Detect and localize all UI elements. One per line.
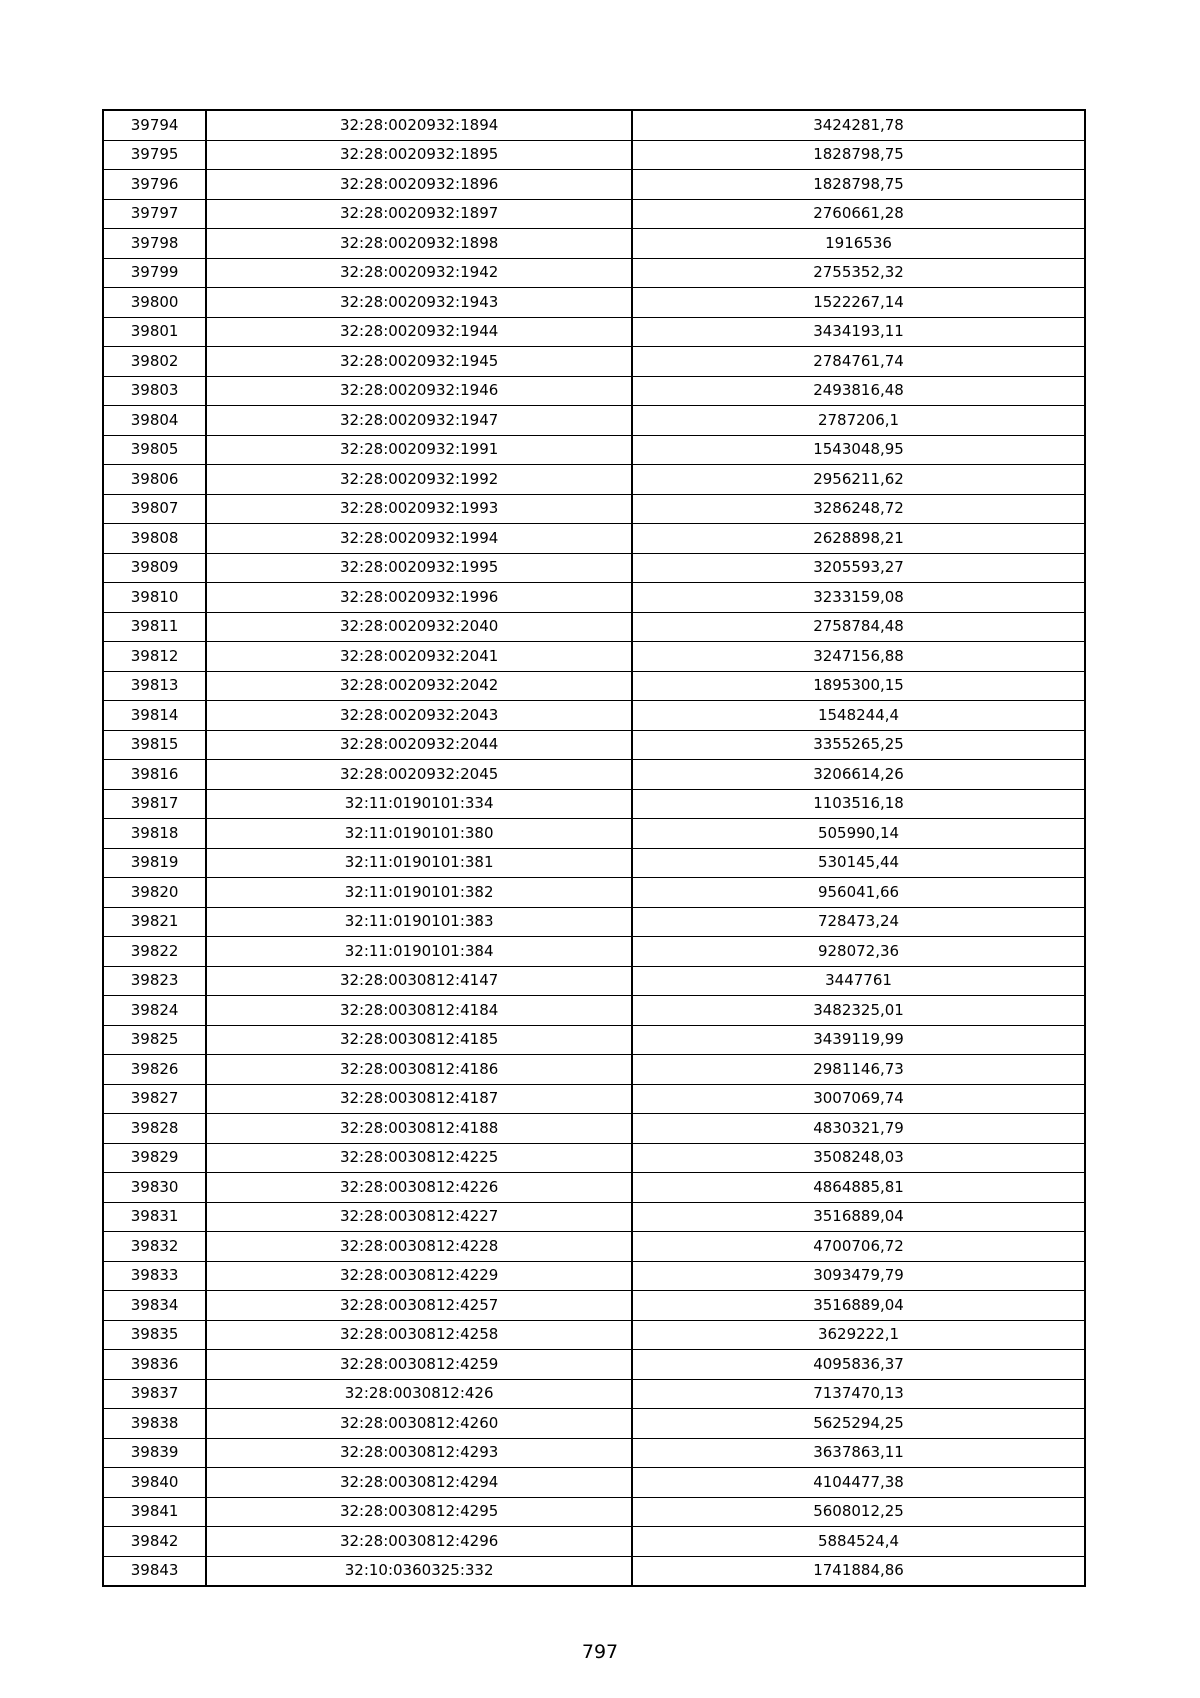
value-cell: 2760661,28 bbox=[632, 199, 1085, 229]
table-row bbox=[103, 1497, 1085, 1527]
cadastral-number-cell: 32:28:0020932:1946 bbox=[206, 376, 632, 406]
value-cell: 3355265,25 bbox=[632, 730, 1085, 760]
cadastral-number-cell: 32:28:0020932:2044 bbox=[206, 730, 632, 760]
row-number-cell: 39800 bbox=[103, 288, 206, 318]
value-cell: 1548244,4 bbox=[632, 701, 1085, 731]
table-row bbox=[103, 1025, 1085, 1055]
table-row bbox=[103, 1202, 1085, 1232]
value-cell: 3424281,78 bbox=[632, 110, 1085, 140]
value-cell: 2628898,21 bbox=[632, 524, 1085, 554]
table-row bbox=[103, 288, 1085, 318]
row-number-cell: 39794 bbox=[103, 110, 206, 140]
value-cell: 4095836,37 bbox=[632, 1350, 1085, 1380]
row-number-cell: 39822 bbox=[103, 937, 206, 967]
row-number-cell: 39806 bbox=[103, 465, 206, 495]
row-number-cell: 39819 bbox=[103, 848, 206, 878]
row-number-cell: 39805 bbox=[103, 435, 206, 465]
cadastral-number-cell: 32:28:0030812:4186 bbox=[206, 1055, 632, 1085]
row-number-cell: 39825 bbox=[103, 1025, 206, 1055]
row-number-cell: 39837 bbox=[103, 1379, 206, 1409]
cadastral-number-cell: 32:11:0190101:384 bbox=[206, 937, 632, 967]
value-cell: 728473,24 bbox=[632, 907, 1085, 937]
value-cell: 3516889,04 bbox=[632, 1202, 1085, 1232]
table-row bbox=[103, 583, 1085, 613]
row-number-cell: 39814 bbox=[103, 701, 206, 731]
page-number: 797 bbox=[581, 1641, 619, 1663]
value-cell: 3093479,79 bbox=[632, 1261, 1085, 1291]
value-cell: 3629222,1 bbox=[632, 1320, 1085, 1350]
value-cell: 4104477,38 bbox=[632, 1468, 1085, 1498]
table-row bbox=[103, 110, 1085, 140]
row-number-cell: 39829 bbox=[103, 1143, 206, 1173]
value-cell: 1828798,75 bbox=[632, 170, 1085, 200]
cadastral-number-cell: 32:28:0030812:4147 bbox=[206, 966, 632, 996]
value-cell: 3007069,74 bbox=[632, 1084, 1085, 1114]
row-number-cell: 39802 bbox=[103, 347, 206, 377]
table-row bbox=[103, 406, 1085, 436]
table-body bbox=[103, 110, 1085, 1586]
cadastral-number-cell: 32:28:0030812:4227 bbox=[206, 1202, 632, 1232]
value-cell: 3206614,26 bbox=[632, 760, 1085, 790]
cadastral-number-cell: 32:28:0020932:1994 bbox=[206, 524, 632, 554]
table-row bbox=[103, 730, 1085, 760]
row-number-cell: 39842 bbox=[103, 1527, 206, 1557]
cadastral-number-cell: 32:28:0030812:4187 bbox=[206, 1084, 632, 1114]
table-row bbox=[103, 1143, 1085, 1173]
row-number-cell: 39833 bbox=[103, 1261, 206, 1291]
cadastral-number-cell: 32:28:0020932:1943 bbox=[206, 288, 632, 318]
row-number-cell: 39832 bbox=[103, 1232, 206, 1262]
table-row bbox=[103, 376, 1085, 406]
table-row bbox=[103, 170, 1085, 200]
table-row bbox=[103, 1173, 1085, 1203]
row-number-cell: 39798 bbox=[103, 229, 206, 259]
cadastral-number-cell: 32:28:0030812:4259 bbox=[206, 1350, 632, 1380]
cadastral-number-cell: 32:10:0360325:332 bbox=[206, 1556, 632, 1586]
cadastral-number-cell: 32:28:0020932:1898 bbox=[206, 229, 632, 259]
value-cell: 2787206,1 bbox=[632, 406, 1085, 436]
table-row bbox=[103, 612, 1085, 642]
cadastral-number-cell: 32:11:0190101:381 bbox=[206, 848, 632, 878]
cadastral-number-cell: 32:28:0030812:4294 bbox=[206, 1468, 632, 1498]
value-cell: 3447761 bbox=[632, 966, 1085, 996]
table-row bbox=[103, 1527, 1085, 1557]
cadastral-number-cell: 32:28:0020932:1991 bbox=[206, 435, 632, 465]
value-cell: 1522267,14 bbox=[632, 288, 1085, 318]
table-row bbox=[103, 317, 1085, 347]
table-row bbox=[103, 465, 1085, 495]
table-row bbox=[103, 1320, 1085, 1350]
cadastral-number-cell: 32:28:0030812:4228 bbox=[206, 1232, 632, 1262]
table-row bbox=[103, 1350, 1085, 1380]
row-number-cell: 39803 bbox=[103, 376, 206, 406]
value-cell: 3482325,01 bbox=[632, 996, 1085, 1026]
cadastral-number-cell: 32:28:0030812:426 bbox=[206, 1379, 632, 1409]
value-cell: 3205593,27 bbox=[632, 553, 1085, 583]
value-cell: 1895300,15 bbox=[632, 671, 1085, 701]
cadastral-number-cell: 32:28:0030812:4260 bbox=[206, 1409, 632, 1439]
value-cell: 5625294,25 bbox=[632, 1409, 1085, 1439]
table-row bbox=[103, 671, 1085, 701]
cadastral-number-cell: 32:28:0030812:4226 bbox=[206, 1173, 632, 1203]
cadastral-number-cell: 32:28:0020932:1895 bbox=[206, 140, 632, 170]
value-cell: 3637863,11 bbox=[632, 1438, 1085, 1468]
table-row bbox=[103, 760, 1085, 790]
cadastral-number-cell: 32:28:0030812:4296 bbox=[206, 1527, 632, 1557]
cadastral-number-cell: 32:28:0020932:1947 bbox=[206, 406, 632, 436]
table-row bbox=[103, 701, 1085, 731]
row-number-cell: 39818 bbox=[103, 819, 206, 849]
cadastral-number-cell: 32:28:0030812:4257 bbox=[206, 1291, 632, 1321]
row-number-cell: 39836 bbox=[103, 1350, 206, 1380]
table-row bbox=[103, 1468, 1085, 1498]
value-cell: 3508248,03 bbox=[632, 1143, 1085, 1173]
row-number-cell: 39796 bbox=[103, 170, 206, 200]
value-cell: 2784761,74 bbox=[632, 347, 1085, 377]
row-number-cell: 39830 bbox=[103, 1173, 206, 1203]
cadastral-number-cell: 32:28:0030812:4188 bbox=[206, 1114, 632, 1144]
row-number-cell: 39838 bbox=[103, 1409, 206, 1439]
cadastral-number-cell: 32:28:0020932:2045 bbox=[206, 760, 632, 790]
table-row bbox=[103, 140, 1085, 170]
value-cell: 3434193,11 bbox=[632, 317, 1085, 347]
table-row bbox=[103, 848, 1085, 878]
value-cell: 3286248,72 bbox=[632, 494, 1085, 524]
data-table bbox=[102, 109, 1086, 1587]
value-cell: 1103516,18 bbox=[632, 789, 1085, 819]
table-row bbox=[103, 819, 1085, 849]
table-row bbox=[103, 1114, 1085, 1144]
cadastral-number-cell: 32:28:0030812:4225 bbox=[206, 1143, 632, 1173]
row-number-cell: 39820 bbox=[103, 878, 206, 908]
cadastral-number-cell: 32:28:0020932:1944 bbox=[206, 317, 632, 347]
row-number-cell: 39801 bbox=[103, 317, 206, 347]
row-number-cell: 39797 bbox=[103, 199, 206, 229]
row-number-cell: 39821 bbox=[103, 907, 206, 937]
cadastral-number-cell: 32:28:0020932:1896 bbox=[206, 170, 632, 200]
table-row bbox=[103, 494, 1085, 524]
table-row bbox=[103, 907, 1085, 937]
row-number-cell: 39810 bbox=[103, 583, 206, 613]
value-cell: 2758784,48 bbox=[632, 612, 1085, 642]
cadastral-number-cell: 32:11:0190101:383 bbox=[206, 907, 632, 937]
table-row bbox=[103, 229, 1085, 259]
value-cell: 4700706,72 bbox=[632, 1232, 1085, 1262]
value-cell: 2956211,62 bbox=[632, 465, 1085, 495]
cadastral-number-cell: 32:28:0020932:1897 bbox=[206, 199, 632, 229]
table-row bbox=[103, 1438, 1085, 1468]
value-cell: 3439119,99 bbox=[632, 1025, 1085, 1055]
cadastral-number-cell: 32:28:0020932:1894 bbox=[206, 110, 632, 140]
table-row bbox=[103, 996, 1085, 1026]
table-row bbox=[103, 553, 1085, 583]
row-number-cell: 39826 bbox=[103, 1055, 206, 1085]
cadastral-number-cell: 32:28:0020932:2040 bbox=[206, 612, 632, 642]
row-number-cell: 39843 bbox=[103, 1556, 206, 1586]
cadastral-number-cell: 32:28:0020932:2043 bbox=[206, 701, 632, 731]
row-number-cell: 39835 bbox=[103, 1320, 206, 1350]
cadastral-number-cell: 32:28:0020932:1993 bbox=[206, 494, 632, 524]
cadastral-number-cell: 32:28:0020932:1996 bbox=[206, 583, 632, 613]
row-number-cell: 39811 bbox=[103, 612, 206, 642]
row-number-cell: 39841 bbox=[103, 1497, 206, 1527]
value-cell: 3247156,88 bbox=[632, 642, 1085, 672]
value-cell: 956041,66 bbox=[632, 878, 1085, 908]
table-row bbox=[103, 1409, 1085, 1439]
value-cell: 3233159,08 bbox=[632, 583, 1085, 613]
cadastral-number-cell: 32:28:0030812:4185 bbox=[206, 1025, 632, 1055]
row-number-cell: 39808 bbox=[103, 524, 206, 554]
table-row bbox=[103, 1291, 1085, 1321]
row-number-cell: 39812 bbox=[103, 642, 206, 672]
row-number-cell: 39807 bbox=[103, 494, 206, 524]
row-number-cell: 39824 bbox=[103, 996, 206, 1026]
cadastral-number-cell: 32:28:0020932:1995 bbox=[206, 553, 632, 583]
value-cell: 1741884,86 bbox=[632, 1556, 1085, 1586]
value-cell: 4830321,79 bbox=[632, 1114, 1085, 1144]
table-row bbox=[103, 524, 1085, 554]
table-row bbox=[103, 878, 1085, 908]
table-row bbox=[103, 1232, 1085, 1262]
table-row bbox=[103, 347, 1085, 377]
table-row bbox=[103, 642, 1085, 672]
value-cell: 2981146,73 bbox=[632, 1055, 1085, 1085]
cadastral-number-cell: 32:28:0020932:2041 bbox=[206, 642, 632, 672]
value-cell: 1828798,75 bbox=[632, 140, 1085, 170]
row-number-cell: 39816 bbox=[103, 760, 206, 790]
row-number-cell: 39804 bbox=[103, 406, 206, 436]
row-number-cell: 39839 bbox=[103, 1438, 206, 1468]
row-number-cell: 39799 bbox=[103, 258, 206, 288]
value-cell: 7137470,13 bbox=[632, 1379, 1085, 1409]
row-number-cell: 39817 bbox=[103, 789, 206, 819]
table-row bbox=[103, 1556, 1085, 1586]
cadastral-number-cell: 32:28:0030812:4258 bbox=[206, 1320, 632, 1350]
table-row bbox=[103, 1055, 1085, 1085]
row-number-cell: 39813 bbox=[103, 671, 206, 701]
row-number-cell: 39831 bbox=[103, 1202, 206, 1232]
cadastral-number-cell: 32:28:0030812:4293 bbox=[206, 1438, 632, 1468]
value-cell: 928072,36 bbox=[632, 937, 1085, 967]
row-number-cell: 39795 bbox=[103, 140, 206, 170]
row-number-cell: 39828 bbox=[103, 1114, 206, 1144]
cadastral-number-cell: 32:28:0030812:4184 bbox=[206, 996, 632, 1026]
table-row bbox=[103, 937, 1085, 967]
row-number-cell: 39840 bbox=[103, 1468, 206, 1498]
cadastral-number-cell: 32:11:0190101:334 bbox=[206, 789, 632, 819]
table-row bbox=[103, 789, 1085, 819]
row-number-cell: 39823 bbox=[103, 966, 206, 996]
cadastral-number-cell: 32:11:0190101:382 bbox=[206, 878, 632, 908]
cadastral-number-cell: 32:28:0020932:2042 bbox=[206, 671, 632, 701]
table-row bbox=[103, 1379, 1085, 1409]
table-row bbox=[103, 1084, 1085, 1114]
value-cell: 5608012,25 bbox=[632, 1497, 1085, 1527]
value-cell: 505990,14 bbox=[632, 819, 1085, 849]
table-row bbox=[103, 258, 1085, 288]
table-row bbox=[103, 1261, 1085, 1291]
value-cell: 1916536 bbox=[632, 229, 1085, 259]
row-number-cell: 39809 bbox=[103, 553, 206, 583]
cadastral-number-cell: 32:11:0190101:380 bbox=[206, 819, 632, 849]
value-cell: 1543048,95 bbox=[632, 435, 1085, 465]
cadastral-number-cell: 32:28:0030812:4295 bbox=[206, 1497, 632, 1527]
value-cell: 4864885,81 bbox=[632, 1173, 1085, 1203]
row-number-cell: 39815 bbox=[103, 730, 206, 760]
value-cell: 3516889,04 bbox=[632, 1291, 1085, 1321]
value-cell: 5884524,4 bbox=[632, 1527, 1085, 1557]
cadastral-number-cell: 32:28:0020932:1945 bbox=[206, 347, 632, 377]
value-cell: 530145,44 bbox=[632, 848, 1085, 878]
cadastral-number-cell: 32:28:0020932:1992 bbox=[206, 465, 632, 495]
value-cell: 2493816,48 bbox=[632, 376, 1085, 406]
row-number-cell: 39834 bbox=[103, 1291, 206, 1321]
table-row bbox=[103, 199, 1085, 229]
cadastral-number-cell: 32:28:0020932:1942 bbox=[206, 258, 632, 288]
table-row bbox=[103, 435, 1085, 465]
table-row bbox=[103, 966, 1085, 996]
cadastral-number-cell: 32:28:0030812:4229 bbox=[206, 1261, 632, 1291]
value-cell: 2755352,32 bbox=[632, 258, 1085, 288]
row-number-cell: 39827 bbox=[103, 1084, 206, 1114]
